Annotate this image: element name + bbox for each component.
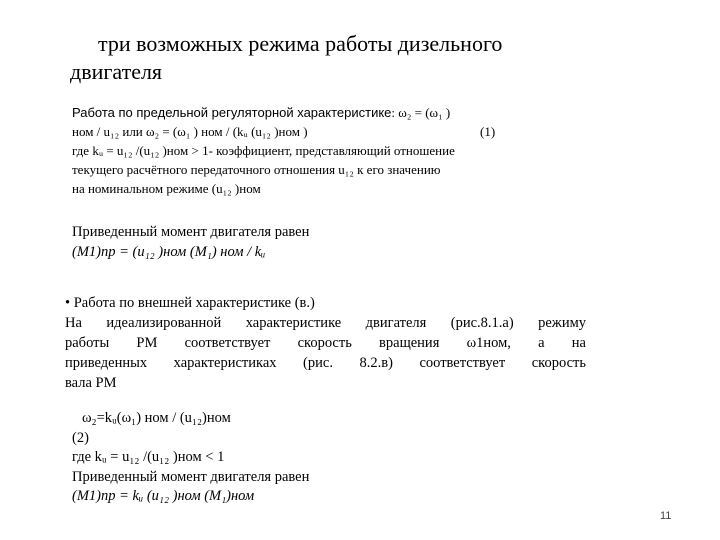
paragraph-line-1: На идеализированной характеристике двигателя (рис.8.1.а) режиму (65, 315, 586, 331)
paragraph-line-4: вала РМ (65, 375, 117, 391)
page-number: 11 (660, 510, 672, 522)
reduced-moment-section-1 (72, 222, 592, 262)
external-characteristic-section (65, 293, 586, 393)
formula-2-section (72, 409, 592, 507)
section1-line-5: на номинальном режиме (u₁₂ )ном (72, 181, 261, 196)
paragraph-line-2: работы РМ соответствует скорость вращения ω1ном, а на (65, 335, 586, 351)
equation-number-1: (1) (480, 124, 496, 139)
formula-1: ном / u₁₂ или ω₂ = (ω₁ ) ном / (kᵤ (u₁₂ )ном ) (72, 124, 308, 139)
reduced-moment-formula-1: (M1)пр = (u₁₂ )ном (M₁) ном / kᵤ (72, 244, 266, 260)
slide-title (70, 30, 670, 86)
bullet-heading: • Работа по внешней характеристике (в.) (65, 295, 315, 311)
title-line-2: двигателя (70, 59, 163, 84)
where-ku-line: где kᵤ = u₁₂ /(u₁₂ )ном < 1 (72, 449, 225, 465)
section1-line-2 (72, 122, 550, 141)
section1-line-4: текущего расчётного передаточного отношения u₁₂ к его значению (72, 162, 441, 177)
section1-line-1-text: Работа по предельной регуляторной характеристике (72, 105, 392, 120)
section1-line-3: где kᵤ = u₁₂ /(u₁₂ )ном > 1- коэффициент, представляющий отношение (72, 143, 455, 158)
paragraph-line-3: приведенных характеристиках (рис. 8.2.в) соответствует скорость (65, 355, 586, 371)
limit-regulator-section (72, 103, 550, 198)
formula-2: ω₂=kᵤ(ω₁) ном / (u₁₂)ном (82, 410, 231, 426)
equation-number-2: (2) (72, 429, 89, 446)
title-line-1: три возможных режима работы дизельного (98, 31, 503, 56)
section1-line-1-formula: : ω₂ = (ω₁ ) (391, 105, 451, 120)
reduced-moment-label-1: Приведенный момент двигателя равен (72, 224, 310, 240)
section1-line-1 (72, 103, 550, 122)
reduced-moment-label-2: Приведенный момент двигателя равен (72, 468, 310, 485)
reduced-moment-formula-2: (M1)пр = kᵤ (u₁₂ )ном (M₁)ном (72, 488, 255, 504)
